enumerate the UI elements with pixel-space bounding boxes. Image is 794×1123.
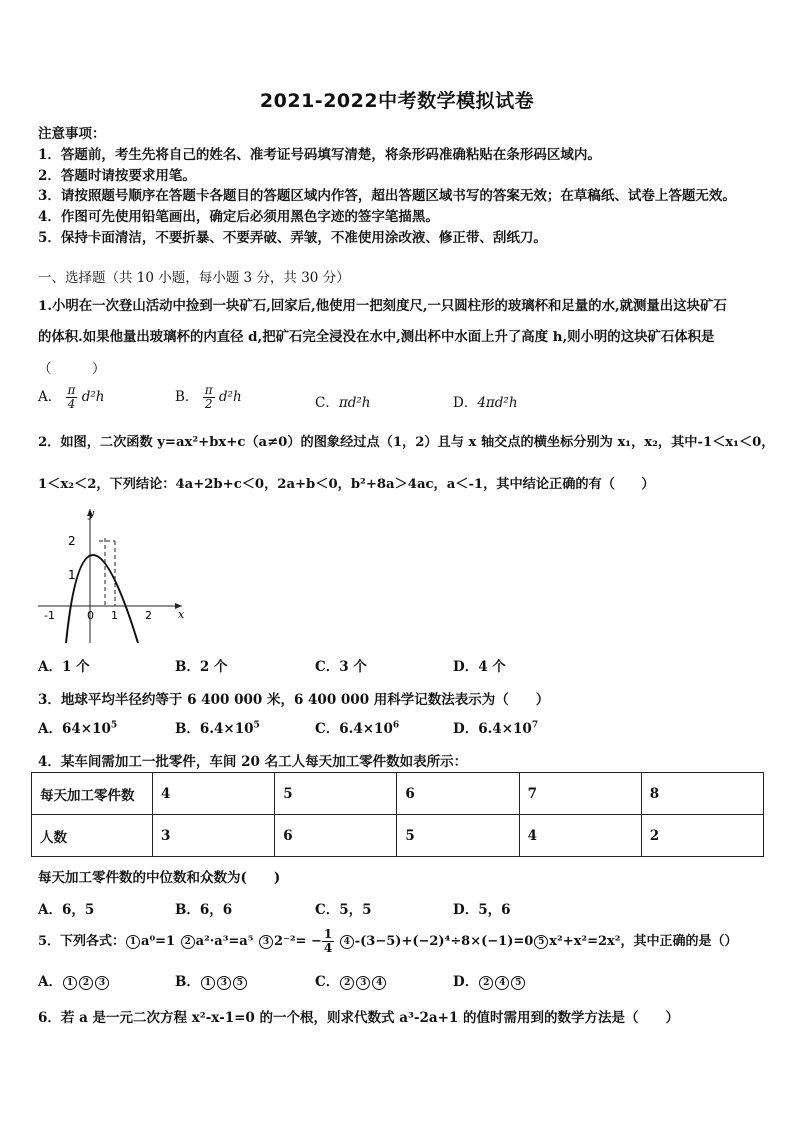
q3-option-b xyxy=(175,717,260,737)
q2-line1: 2．如图，二次函数 y=ax²+bx+c（a≠0）的图象经过点（1，2）且与 x 轴交点的横坐标分别为 x₁，x₂，其中-1＜x₁＜0， xyxy=(38,435,775,450)
option-label: C． xyxy=(315,395,339,411)
table-cell: 5 xyxy=(275,773,397,815)
option-exp: 5 xyxy=(253,720,260,731)
option-base: 6.4×10 xyxy=(339,721,393,737)
option-base: 6.4×10 xyxy=(478,721,532,737)
circled-number: 3 xyxy=(95,976,109,990)
circled-number: 2 xyxy=(181,935,195,949)
circled-number: 2 xyxy=(479,976,493,990)
circled-number: 5 xyxy=(534,935,548,949)
q5-statement: -(3−5)+(−2)⁴÷8×(−1)=0 xyxy=(354,934,534,949)
table-cell: 6 xyxy=(275,815,397,857)
option-label: B． xyxy=(175,389,199,405)
circled-number: 3 xyxy=(217,976,231,990)
circled-number: 1 xyxy=(63,976,77,990)
notice-item: 4．作图可先使用铅笔画出，确定后必须用黑色字迹的签字笔描黑。 xyxy=(38,209,439,225)
x-tick-label: -1 xyxy=(44,609,55,622)
table-cell: 5 xyxy=(397,815,519,857)
q2-option-a: A．1 个 xyxy=(38,659,90,675)
circled-number: 5 xyxy=(233,976,247,990)
q2-option-d: D．4 个 xyxy=(453,659,506,675)
option-base: 6.4×10 xyxy=(199,721,254,737)
q1-answer-paren: （ ） xyxy=(38,361,106,377)
table-cell: 4 xyxy=(153,773,275,815)
page-title: 2021-2022中考数学模拟试卷 xyxy=(259,90,535,112)
table-cell: 6 xyxy=(397,773,519,815)
table-cell: 7 xyxy=(519,773,641,815)
fraction-den: 2 xyxy=(204,397,213,411)
q3-option-d xyxy=(453,717,538,737)
table-cell: 4 xyxy=(519,815,641,857)
circled-number: 4 xyxy=(372,976,386,990)
q5-statement: a²·a³=a⁵ xyxy=(195,934,254,949)
q2-option-c: C．3 个 xyxy=(315,659,367,675)
option-label: A． xyxy=(38,974,62,990)
fraction-den: 4 xyxy=(323,941,333,955)
parabola-curve xyxy=(66,555,138,643)
q5-prefix: 5．下列各式： xyxy=(38,934,126,949)
q1-option-a xyxy=(38,384,104,411)
q1-line1: 1.小明在一次登山活动中捡到一块矿石,回家后,他使用一把刻度尺,一只圆柱形的玻璃杯和足量的水,就测量出这块矿石 xyxy=(38,298,727,314)
table-cell: 人数 xyxy=(32,815,153,857)
option-exp: 6 xyxy=(392,720,400,731)
fraction xyxy=(66,384,78,411)
notice-item: 5．保持卡面清洁，不要折暴、不要弄破、弄皱，不准使用涂改液、修正带、刮纸刀。 xyxy=(38,230,547,246)
table-cell: 3 xyxy=(153,815,275,857)
q3-line: 3．地球平均半径约等于 6 400 000 米，6 400 000 用科学记数法表示为（ ） xyxy=(38,692,550,708)
q5-option-c xyxy=(315,970,387,990)
q1-option-c xyxy=(315,391,370,411)
section-heading: 一、选择题（共 10 小题，每小题 3 分，共 30 分） xyxy=(38,270,350,286)
fraction-den: 4 xyxy=(67,397,76,411)
option-label: B． xyxy=(175,974,200,990)
x-tick-label: 2 xyxy=(145,609,152,622)
y-label: y xyxy=(88,507,95,520)
q5-option-a xyxy=(38,970,110,990)
option-label: B． xyxy=(175,721,200,737)
parabola-graph xyxy=(36,505,186,645)
q1-option-b xyxy=(175,384,242,411)
y-tick-label: 2 xyxy=(68,534,76,548)
option-exp: 7 xyxy=(531,720,539,731)
circled-number: 3 xyxy=(259,935,273,949)
q4-option-b: B．6，6 xyxy=(175,902,233,918)
y-tick-label: 1 xyxy=(68,568,76,582)
x-tick-label: 1 xyxy=(111,609,118,622)
fraction-num: π xyxy=(204,383,213,397)
table-row xyxy=(32,815,764,857)
fraction-num: 1 xyxy=(323,927,333,941)
q1-option-d xyxy=(453,391,518,411)
option-label: D． xyxy=(453,721,479,737)
table-cell: 每天加工零件数 xyxy=(32,773,153,815)
q5-statement: x²+x²=2x²，其中正确的是（） xyxy=(549,934,738,949)
fraction xyxy=(322,928,334,955)
q5-statement: a⁰=1 xyxy=(141,934,176,949)
fraction-num: π xyxy=(67,383,76,397)
circled-number: 5 xyxy=(511,976,525,990)
x-label: x xyxy=(178,608,185,621)
q5-statement: 2⁻²= − xyxy=(273,934,322,949)
q1-line2: 的体积.如果他量出玻璃杯的内直径 d,把矿石完全浸没在水中,测出杯中水面上升了高度 h,则小明的这块矿石体积是 xyxy=(38,329,715,345)
q4-table xyxy=(31,772,764,857)
q4-line: 4．某车间需加工一批零件，车间 20 名工人每天加工零件数如表所示： xyxy=(38,754,468,770)
q2-option-b: B．2 个 xyxy=(175,659,228,675)
q6-line: 6．若 a 是一元二次方程 x²-x-1=0 的一个根，则求代数式 a³-2a+1 的值时需用到的数学方法是（ ） xyxy=(38,1010,680,1026)
q4-option-c: C．5，5 xyxy=(315,902,372,918)
circled-number: 3 xyxy=(356,976,370,990)
circled-number: 2 xyxy=(79,976,93,990)
option-label: A． xyxy=(38,389,62,405)
table-cell: 8 xyxy=(641,773,763,815)
q5-option-d xyxy=(453,970,526,990)
q4-option-a: A．6，5 xyxy=(38,902,95,918)
q3-option-c xyxy=(315,717,399,737)
notice-heading: 注意事项： xyxy=(38,126,106,142)
q5-line xyxy=(38,928,737,955)
q2-line2: 1＜x₂＜2，下列结论：4a+2b+c＜0，2a+b＜0，b²+8a＞4ac，a＜-1，其中结论正确的有（ ） xyxy=(38,477,655,492)
circled-number: 1 xyxy=(126,935,140,949)
option-label: D． xyxy=(453,395,478,411)
table-row xyxy=(32,773,764,815)
notice-item: 3．请按照题号顺序在答题卡各题目的答题区域内作答，超出答题区域书写的答案无效；在草稿纸、试卷上答题无效。 xyxy=(38,188,736,204)
option-label: C． xyxy=(315,974,340,990)
circled-number: 2 xyxy=(340,976,354,990)
option-expr: d²h xyxy=(218,389,242,405)
option-expr: 4πd²h xyxy=(477,395,518,411)
option-label: C． xyxy=(315,721,340,737)
table-cell: 2 xyxy=(641,815,763,857)
option-expr: πd²h xyxy=(338,395,371,411)
option-expr: d²h xyxy=(81,389,105,405)
x-tick-label: 0 xyxy=(87,609,94,622)
q3-option-a xyxy=(38,717,117,737)
q5-option-b xyxy=(175,970,248,990)
q4-option-d: D．5，6 xyxy=(453,902,511,918)
circled-number: 4 xyxy=(495,976,509,990)
option-label: A． xyxy=(38,721,62,737)
option-base: 64×10 xyxy=(61,721,111,737)
circled-number: 1 xyxy=(201,976,215,990)
circled-number: 4 xyxy=(340,935,354,949)
notice-item: 1．答题前，考生先将自己的姓名、准考证号码填写清楚，将条形码准确粘贴在条形码区域内。 xyxy=(38,147,601,163)
option-exp: 5 xyxy=(110,720,118,731)
notice-item: 2．答题时请按要求用笔。 xyxy=(38,168,196,184)
fraction xyxy=(203,384,215,411)
q4-question: 每天加工零件数的中位数和众数为( ) xyxy=(38,870,281,886)
option-label: D． xyxy=(453,974,479,990)
